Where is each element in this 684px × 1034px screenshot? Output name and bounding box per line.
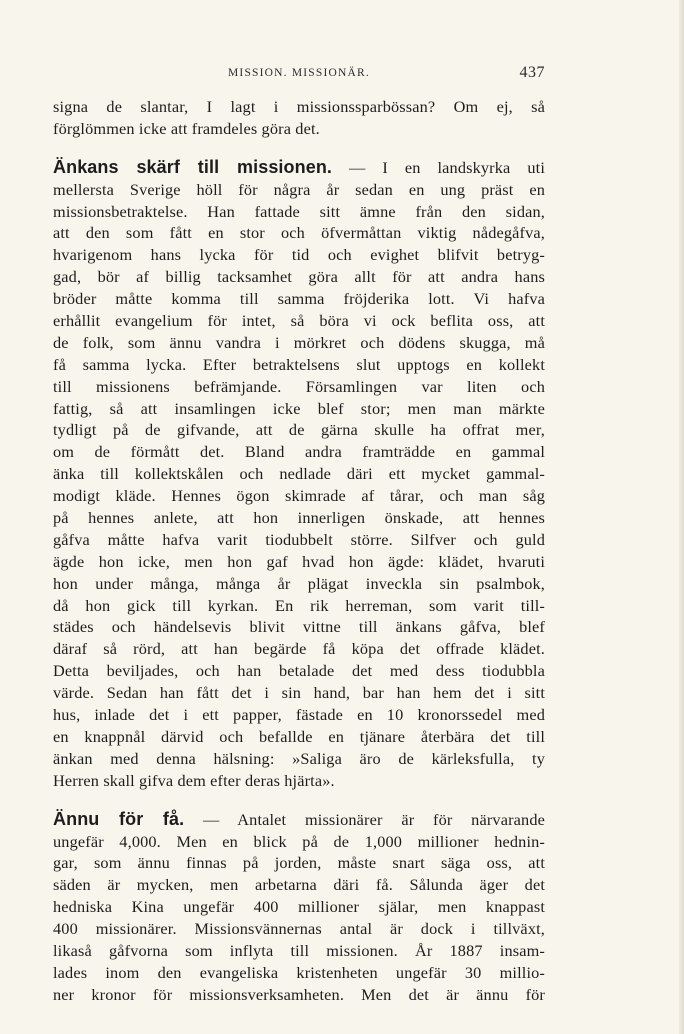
page-body (53, 96, 545, 1006)
text-line: hus, inlade det i ett papper, fästade en 10 kronorssedel med (53, 705, 545, 725)
page-number: 437 (519, 64, 545, 81)
text-line: städes och händelsevis blivit vittne till änkans gåfva, blef (53, 617, 545, 637)
text-line: till missionens befrämjande. Församlingen var liten och (53, 376, 545, 396)
text-line: lades inom den evangeliska kristenheten ungefär 30 millio- (53, 962, 545, 982)
text-line: erhållit evangelium för intet, så böra vi ock beflita oss, att (53, 311, 545, 331)
text-line: de folk, som ännu vandra i mörkret och dödens skugga, må (53, 332, 545, 352)
text-line: få samma lycka. Efter betraktelsens slut upptogs en kollekt (53, 354, 545, 374)
text-line: ägde hon icke, men hon gaf hvad hon ägde: klädet, hvaruti (53, 551, 545, 571)
text-line: om de förmått det. Bland andra framträdde en gammal (53, 442, 545, 462)
text-line: missionsbetraktelse. Han fattade sitt ämne från den sidan, (53, 201, 545, 221)
text-line: däraf så rörd, att han begärde få köpa det offrade klädet. (53, 639, 545, 659)
section-heading: Änkans skärf till missionen. (53, 156, 333, 177)
text-line: ner kronor för missionsverksamheten. Men det är ännu för (53, 984, 545, 1004)
section-first-line (53, 157, 545, 179)
text-line: signa de slantar, I lagt i missionssparbössan? Om ej, så (53, 97, 545, 116)
text-line: bröder måtte komma till samma fröjderika lott. Vi hafva (53, 289, 545, 309)
running-head: MISSION. MISSIONÄR. (228, 67, 370, 79)
text-line: en knappnål därvid och befallde en tjänare återbära det till (53, 726, 545, 746)
text-line: säden är mycken, men arbetarna däri få. Sålunda äger det (53, 875, 545, 895)
text-line: ungefär 4,000. Men en blick på de 1,000 millioner hednin- (53, 831, 545, 851)
text-line: fattig, så att insamlingen icke blef stor; men man märkte (53, 398, 545, 418)
text-line: tydligt på de gifvande, att de gärna skulle ha offrat mer, (53, 420, 545, 440)
section-first-line (53, 809, 545, 831)
text-line: då hon gick till kyrkan. En rik herreman, som varit till- (53, 595, 545, 615)
text-line: gad, bör af billig tacksamhet göra allt för att andra hans (53, 267, 545, 287)
text-line: modigt kläde. Hennes ögon skimrade af tårar, och man såg (53, 486, 545, 506)
section-first-line-text: — Antalet missionärer är för närvarande (184, 809, 545, 829)
page-header (53, 64, 545, 86)
text-line: gåfva måtte hafva varit tiodubbelt större. Silfver och guld (53, 529, 545, 549)
paragraph-continuation (53, 96, 545, 140)
text-line: Detta beviljades, och han betalade det med dess tiodubbla (53, 661, 545, 681)
text-line: 400 missionärer. Missionsvännernas antal är dock i tillväxt, (53, 919, 545, 939)
text-line: hvarigenom hans lycka för tid och evighet blifvit betryg- (53, 245, 545, 265)
text-line: hon under många, många år plägat inveckla sin psalmbok, (53, 573, 545, 593)
text-line: änka till kollektskålen och nedlade däri ett mycket gammal- (53, 464, 545, 484)
section-heading: Ännu för få. (53, 808, 185, 829)
text-line: förglömmen icke att framdeles göra det. (53, 118, 320, 138)
text-line: mellersta Sverige höll för några år sedan en ung präst en (53, 179, 545, 199)
text-line: gar, som ännu finnas på jorden, måste snart säga oss, att (53, 853, 545, 873)
text-line: änkan med denna hälsning: »Saliga äro de kärleksfulla, ty (53, 748, 545, 768)
text-line: Herren skall gifva dem efter deras hjärta». (53, 770, 335, 790)
section-first-line-text: — I en landskyrka uti (332, 157, 545, 177)
text-line: hedniska Kina ungefär 400 millioner själar, men knappast (53, 897, 545, 917)
section-widow-scarf (53, 157, 545, 792)
text-line: värde. Sedan han fått det i sin hand, bar han hem det i sitt (53, 683, 545, 703)
section-still-too-few (53, 809, 545, 1006)
text-line: att den som fått en stor och öfvermåttan viktig nådegåfva, (53, 223, 545, 243)
text-line: likaså gåfvorna som inflyta till missionen. År 1887 insam- (53, 940, 545, 960)
text-line: på hennes anlete, att hon innerligen önskade, att hennes (53, 508, 545, 528)
